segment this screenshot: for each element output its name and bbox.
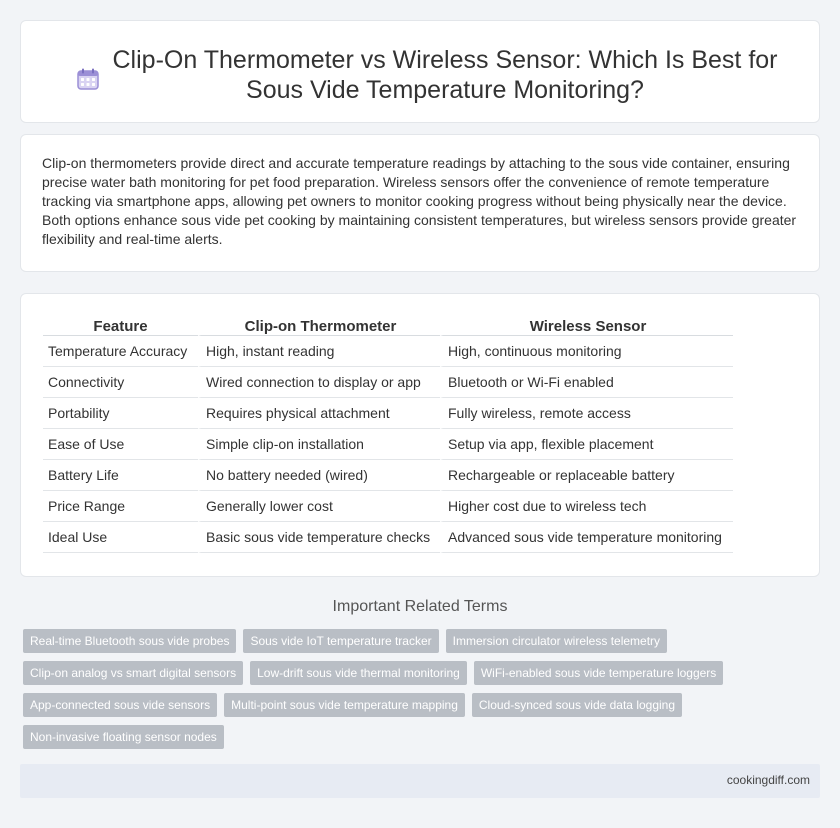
comparison-table-card [20,293,820,577]
footer-site-link[interactable]: cookingdiff.com [726,773,810,787]
table-row [43,398,733,429]
table-cell: Wired connection to display or app [198,367,440,398]
column-header: Feature [43,315,198,336]
table-cell: No battery needed (wired) [198,460,440,491]
related-term-tag[interactable]: WiFi-enabled sous vide temperature loggers [474,661,723,685]
table-cell: Ideal Use [43,522,198,553]
table-row [43,460,733,491]
related-terms-list [23,629,803,757]
tag-row [23,725,803,749]
related-terms-heading: Important Related Terms [332,598,508,615]
table-cell: Simple clip-on installation [198,429,440,460]
table-cell: Fully wireless, remote access [440,398,733,429]
table-row [43,336,733,367]
table-cell: Requires physical attachment [198,398,440,429]
table-cell: High, continuous monitoring [440,336,733,367]
table-row [43,429,733,460]
table-cell: Generally lower cost [198,491,440,522]
column-header: Wireless Sensor [440,315,733,336]
related-term-tag[interactable]: Sous vide IoT temperature tracker [243,629,438,653]
table-cell: Setup via app, flexible placement [440,429,733,460]
footer [20,764,820,798]
table-cell: Ease of Use [43,429,198,460]
table-cell: Temperature Accuracy [43,336,198,367]
intro-card [20,134,820,272]
related-term-tag[interactable]: Immersion circulator wireless telemetry [446,629,667,653]
related-term-tag[interactable]: Real-time Bluetooth sous vide probes [23,629,236,653]
table-row [43,522,733,553]
intro-text: Clip-on thermometers provide direct and accurate temperature readings by attaching to the sous vide container, ensuring precise water bath monitoring for pet food preparation. Wireless sensors offer the convenience of remote temperature tracking via smartphone apps, allowing pet owners to monitor cooking progress without being physically near the device. Both options enhance sous vide pet cooking by maintaining consistent temperatures, but wireless sensors provide greater flexibility and real-time alerts. [42,155,797,247]
related-term-tag[interactable]: Low-drift sous vide thermal monitoring [250,661,467,685]
table-header-row [43,315,733,336]
table-cell: Portability [43,398,198,429]
table-row [43,367,733,398]
related-term-tag[interactable]: Non-invasive floating sensor nodes [23,725,224,749]
comparison-table [43,315,733,553]
related-term-tag[interactable]: App-connected sous vide sensors [23,693,217,717]
tag-row [23,693,803,717]
table-cell: Higher cost due to wireless tech [440,491,733,522]
title-card [20,20,820,123]
page-title: Clip-On Thermometer vs Wireless Sensor: Which Is Best for Sous Vide Temperature Monitoring? [112,46,778,104]
column-header: Clip-on Thermometer [198,315,440,336]
related-term-tag[interactable]: Clip-on analog vs smart digital sensors [23,661,243,685]
table-cell: Connectivity [43,367,198,398]
related-term-tag[interactable]: Multi-point sous vide temperature mapping [224,693,465,717]
table-cell: Basic sous vide temperature checks [198,522,440,553]
related-term-tag[interactable]: Cloud-synced sous vide data logging [472,693,682,717]
table-cell: Rechargeable or replaceable battery [440,460,733,491]
table-cell: Advanced sous vide temperature monitoring [440,522,733,553]
table-cell: Bluetooth or Wi-Fi enabled [440,367,733,398]
table-cell: Battery Life [43,460,198,491]
table-cell: High, instant reading [198,336,440,367]
table-cell: Price Range [43,491,198,522]
table-row [43,491,733,522]
tag-row [23,661,803,685]
tag-row [23,629,803,653]
